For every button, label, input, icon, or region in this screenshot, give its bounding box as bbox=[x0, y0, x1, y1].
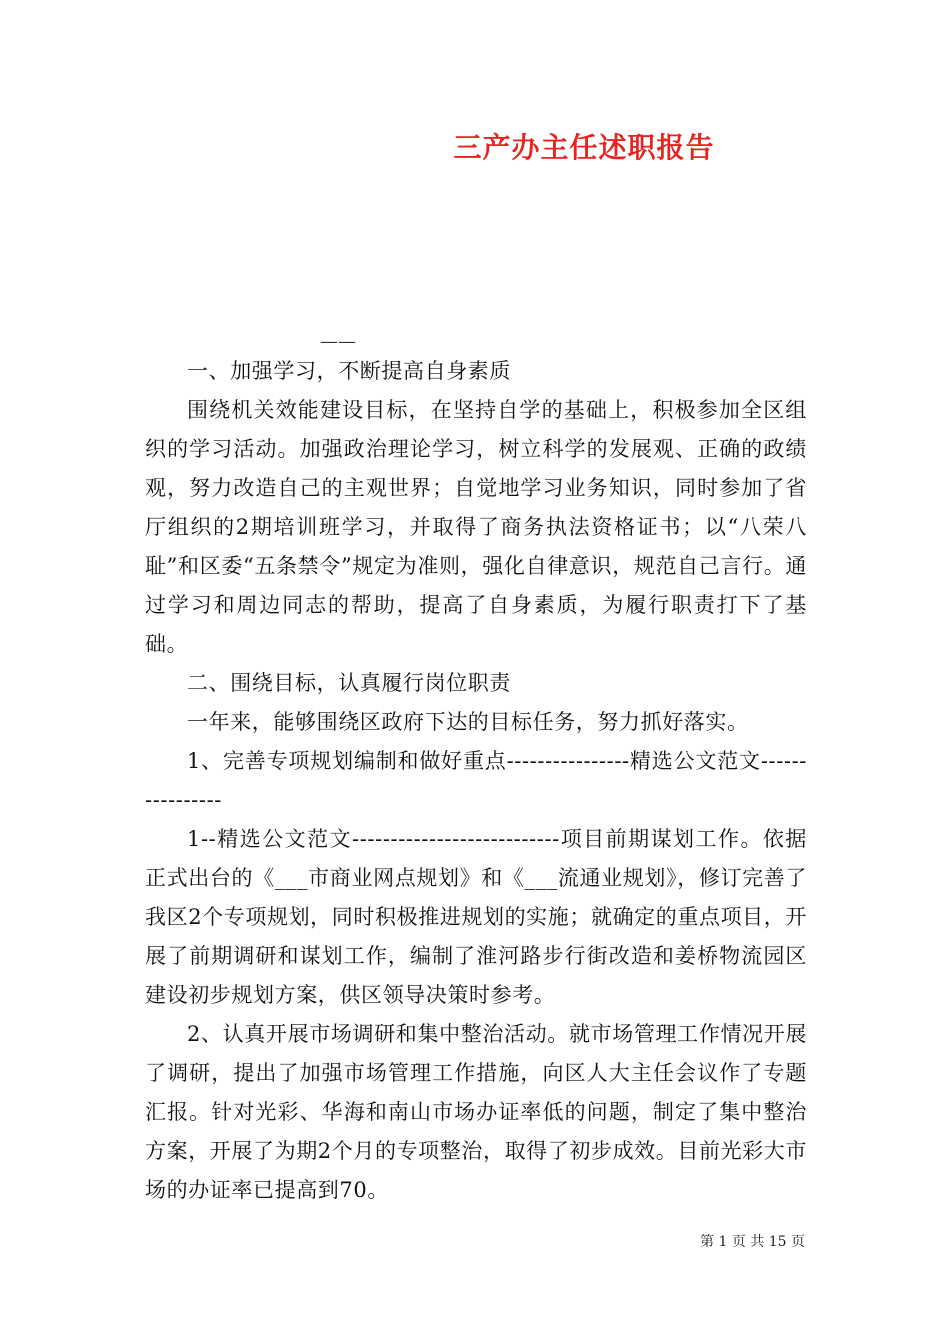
paragraph-intro: 一年来，能够围绕区政府下达的目标任务，努力抓好落实。 bbox=[187, 710, 749, 734]
section-dash-mark: —— bbox=[320, 331, 356, 352]
page-number: 第 1 页 共 15 页 bbox=[700, 1234, 805, 1250]
paragraph-item-2: 2、认真开展市场调研和集中整治活动。就市场管理工作情况开展了调研，提出了加强市场管理工作措施，向区人大主任会议作了专题汇报。针对光彩、华海和南山市场办证率低的问题，制定了集中整治方案，开展了为期2个月的专项整治，取得了初步成效。目前光彩大市场的办证率已提高到70。 bbox=[145, 1022, 807, 1202]
heading-section-1: 一、加强学习，不断提高自身素质 bbox=[187, 359, 511, 383]
paragraph-study: 围绕机关效能建设目标，在坚持自学的基础上，积极参加全区组织的学习活动。加强政治理论学习，树立科学的发展观、正确的政绩观，努力改造自己的主观世界；自觉地学习业务知识，同时参加了省厅组织的2期培训班学习，并取得了商务执法资格证书；以“八荣八耻”和区委“五条禁令”规定为准则，强化自律意识，规范自己言行。通过学习和周边同志的帮助，提高了自身素质，为履行职责打下了基础。 bbox=[145, 398, 807, 656]
document-body bbox=[145, 352, 807, 1210]
paragraph-planning: 1--精选公文范文---------------------------项目前期谋划工作。依据正式出台的《___市商业网点规划》和《___流通业规划》，修订完善了我区2个专项规划，同时积极推进规划的实施；就确定的重点项目，开展了前期调研和谋划工作，编制了淮河路步行街改造和姜桥物流园区建设初步规划方案，供区领导决策时参考。 bbox=[145, 827, 807, 1007]
document-title: 三产办主任述职报告 bbox=[453, 131, 715, 164]
paragraph-item-1: 1、完善专项规划编制和做好重点----------------精选公文范文---------------- bbox=[145, 749, 807, 812]
heading-section-2: 二、围绕目标，认真履行岗位职责 bbox=[187, 671, 511, 695]
